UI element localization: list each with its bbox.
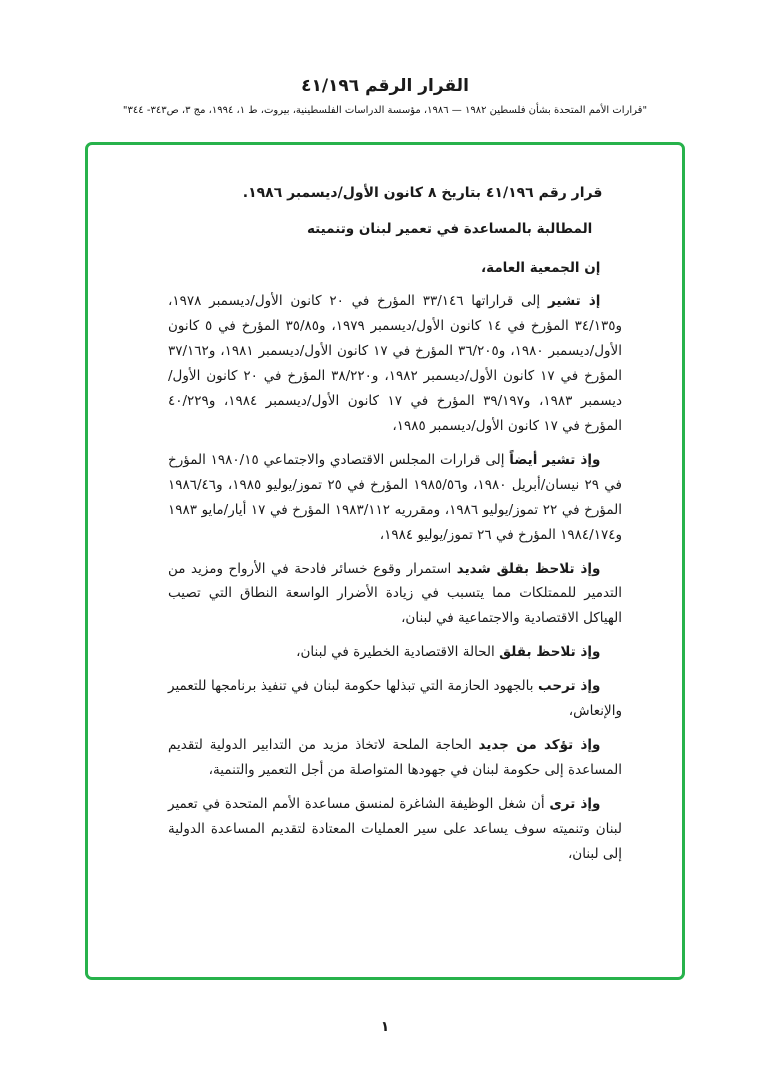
page-title: القرار الرقم ٤١/١٩٦ xyxy=(301,76,469,96)
paragraph-lead: وإذ تؤكد من جديد xyxy=(478,737,601,754)
resolution-subheading: المطالبة بالمساعدة في تعمير لبنان وتنميته xyxy=(306,220,593,237)
preamble-paragraph-5 xyxy=(168,674,622,724)
paragraph-text: استمرار وقوع خسائر فادحة في الأرواح ومزيد من التدمير للممتلكات مما يتسبب في زيادة الأضرار الواسعة النطاق التي تصيب الهياكل الاقتصادية والاجتماعية في لبنان، xyxy=(168,560,622,627)
source-citation: "قرارات الأمم المتحدة بشأن فلسطين ١٩٨٢ — ١٩٨٦، مؤسسة الدراسات الفلسطينية، بيروت، ط ١، ١٩٩٤، مج ٣، ص٣٤٣- ٣٤٤" xyxy=(122,105,648,116)
paragraph-lead: وإذ تلاحظ بقلق شديد xyxy=(456,560,601,577)
preamble-paragraph-7 xyxy=(168,792,622,867)
paragraph-text: الحالة الاقتصادية الخطيرة في لبنان، xyxy=(296,644,495,661)
preamble-paragraph-4 xyxy=(168,640,622,665)
page-number: ١ xyxy=(380,1019,390,1035)
paragraph-text: أن شغل الوظيفة الشاغرة لمنسق مساعدة الأمم المتحدة في تعمير لبنان وتنميته سوف يساعد على سير العمليات المعتادة لتقديم المساعدة الدولية إلى لبنان، xyxy=(168,796,622,863)
resolution-border-box xyxy=(85,142,685,980)
paragraph-text: إلى قراراتها ٣٣/١٤٦ المؤرخ في ٢٠ كانون الأول/ديسمبر ١٩٧٨، و٣٤/١٣٥ المؤرخ في ١٤ كانون الأول/ديسمبر ١٩٧٩، و٣٥/٨٥ المؤرخ في ٥ كانون الأول/ديسمبر ١٩٨٠، و٣٦/٢٠٥ المؤرخ في ١٧ كانون الأول/ديسمبر ١٩٨١، و٣٧/١٦٢ المؤرخ في ١٧ كانون الأول/ديسمبر ١٩٨٢، و٣٨/٢٢٠ المؤرخ في ٢٠ كانون الأول/ديسمبر ١٩٨٣، و٣٩/١٩٧ المؤرخ في ١٧ كانون الأول/ديسمبر ١٩٨٤، و٤٠/٢٢٩ المؤرخ في ١٧ كانون الأول/ديسمبر ١٩٨٥، xyxy=(168,292,623,434)
preamble-paragraph-1 xyxy=(168,289,622,439)
preamble-paragraph-2 xyxy=(168,448,622,548)
preamble-paragraph-3 xyxy=(168,557,622,632)
paragraph-lead: وإذ تلاحظ بقلق xyxy=(499,644,601,661)
resolution-heading: قرار رقم ٤١/١٩٦ بتاريخ ٨ كانون الأول/ديسمبر ١٩٨٦. xyxy=(242,185,603,201)
intro-text: إن الجمعية العامة، xyxy=(481,259,601,276)
resolution-intro xyxy=(168,256,622,281)
paragraph-text: الحاجة الملحة لاتخاذ مزيد من التدابير الدولية لتقديم المساعدة إلى حكومة لبنان في جهودها المتواصلة من أجل التعمير والتنمية، xyxy=(168,737,622,779)
paragraph-lead: وإذ تشير أيضاً xyxy=(509,451,601,468)
paragraph-lead: إذ تشير xyxy=(547,292,601,309)
paragraph-lead: وإذ ترى xyxy=(549,796,601,813)
paragraph-text: بالجهود الحازمة التي تبذلها حكومة لبنان في تنفيذ برنامجها للتعمير والإنعاش، xyxy=(168,678,622,720)
paragraph-text: إلى قرارات المجلس الاقتصادي والاجتماعي ١٩٨٠/١٥ المؤرخ في ٢٩ نيسان/أبريل ١٩٨٠، و١٩٨٥/٥٦ المؤرخ في ٢٥ تموز/يوليو ١٩٨٥، و١٩٨٦/٤٦ المؤرخ في ٢٢ تموز/يوليو ١٩٨٦، ومقرريه ١٩٨٣/١١٢ المؤرخ في ١٧ أيار/مايو ١٩٨٣ و١٩٨٤/١٧٤ المؤرخ في ٢٦ تموز/يوليو ١٩٨٤، xyxy=(168,451,623,543)
paragraph-lead: وإذ ترحب xyxy=(538,678,601,695)
preamble-paragraph-6 xyxy=(168,733,622,783)
